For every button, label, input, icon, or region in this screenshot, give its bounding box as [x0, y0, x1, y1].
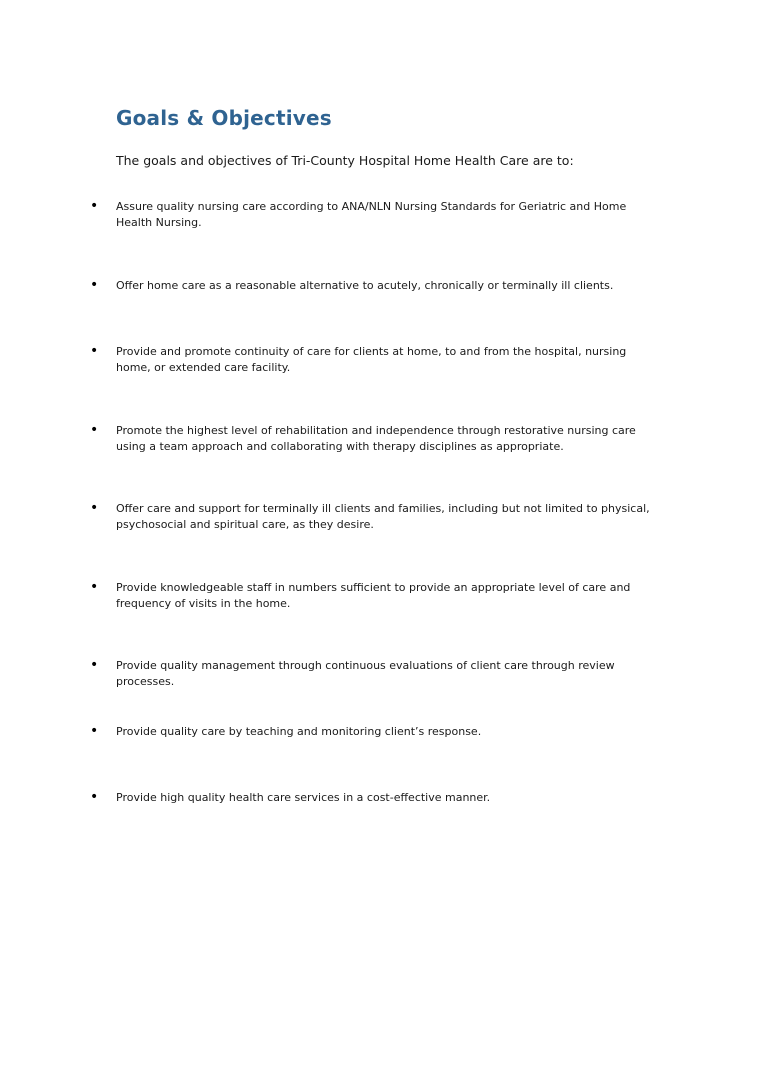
bullet-icon: •: [90, 500, 99, 516]
intro-paragraph: The goals and objectives of Tri-County Hospital Home Health Care are to:: [116, 153, 574, 168]
list-item-text: Provide knowledgeable staff in numbers sufficient to provide an appropriate level of care and frequency of visits in the home.: [116, 581, 631, 610]
list-item-text: Provide high quality health care services in a cost-effective manner.: [116, 791, 491, 804]
bullet-icon: •: [90, 198, 99, 214]
bullet-icon: •: [90, 789, 99, 805]
list-item-text: Assure quality nursing care according to ANA/NLN Nursing Standards for Geriatric and Home Health Nursing.: [116, 200, 627, 229]
list-item-text: Provide and promote continuity of care for clients at home, to and from the hospital, nursing home, or extended care facility.: [116, 345, 627, 374]
bullet-icon: •: [90, 723, 99, 739]
bullet-icon: •: [90, 422, 99, 438]
list-item-text: Provide quality management through continuous evaluations of client care through review processes.: [116, 659, 615, 688]
bullet-icon: •: [90, 277, 99, 293]
list-item-text: Provide quality care by teaching and monitoring client’s response.: [116, 725, 482, 738]
list-item-text: Promote the highest level of rehabilitation and independence through restorative nursing care using a team approach and collaborating with therapy disciplines as appropriate.: [116, 424, 636, 453]
list-item-text: Offer home care as a reasonable alternative to acutely, chronically or terminally ill clients.: [116, 279, 614, 292]
bullet-icon: •: [90, 343, 99, 359]
bullet-icon: •: [90, 657, 99, 673]
bullet-icon: •: [90, 579, 99, 595]
list-item-text: Offer care and support for terminally ill clients and families, including but not limited to physical, psychosocial and spiritual care, as they desire.: [116, 502, 650, 531]
page-title: Goals & Objectives: [116, 106, 332, 130]
